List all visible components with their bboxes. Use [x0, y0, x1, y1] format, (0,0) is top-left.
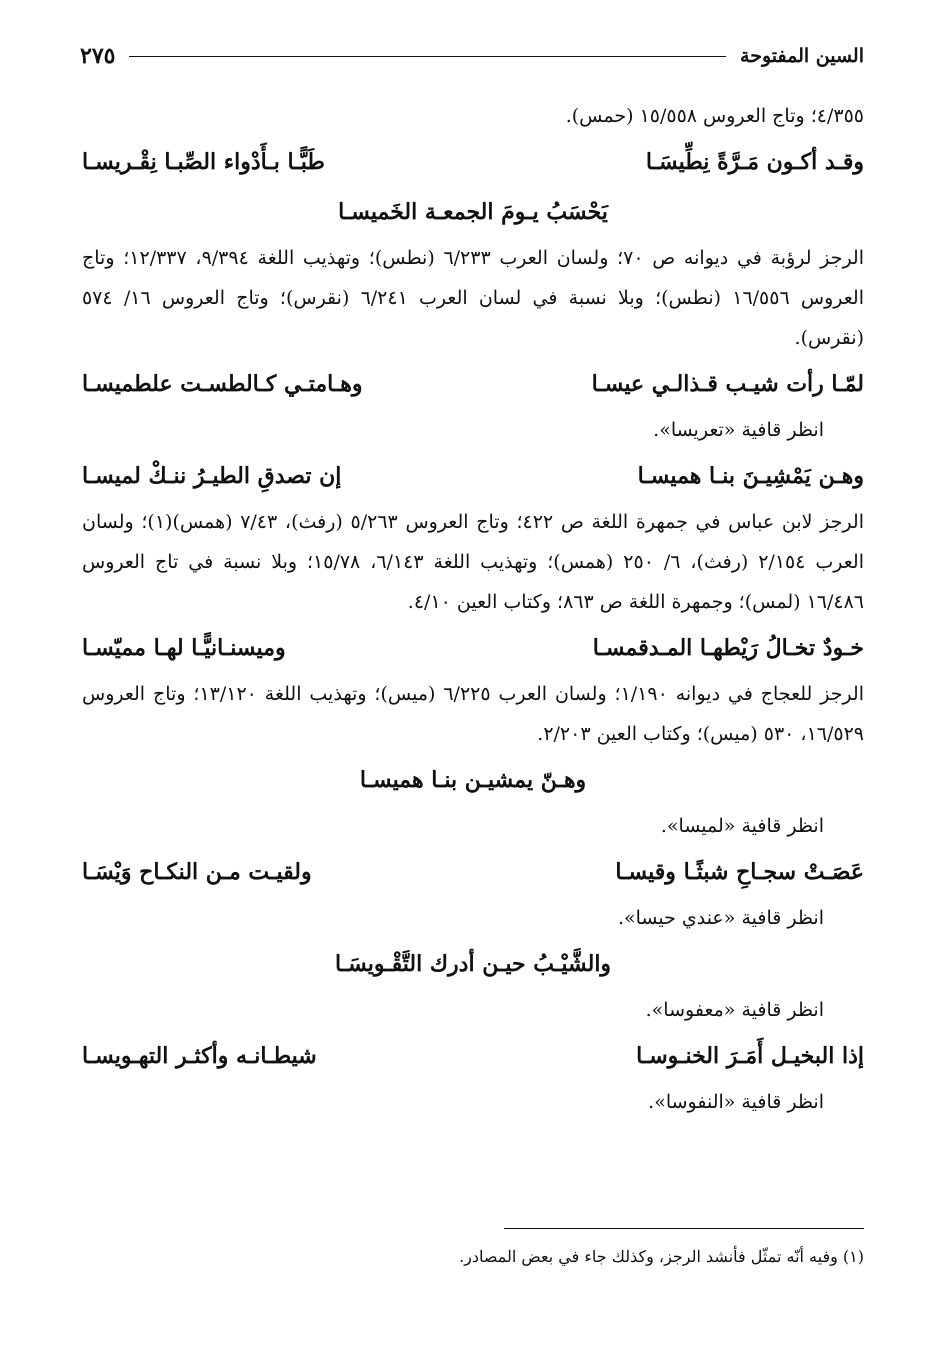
verse-second-hemistich: إن تصدقِ الطيـرُ ننـكْ لميسـا	[82, 463, 342, 489]
footnote-rule	[504, 1228, 864, 1229]
citation-paragraph: الرجز للعجاج في ديوانه ١/١٩٠؛ ولسان العرب ٦/٢٢٥ (ميس)؛ وتهذيب اللغة ١٣/١٢٠؛ وتاج العروس ١٦/٥٢٩، ٥٣٠ (ميس)؛ وكتاب العين ٢/٢٠٣.	[82, 683, 864, 745]
verse-line	[82, 1032, 864, 1080]
verse-line	[82, 848, 864, 896]
verse-first-hemistich: إذا البخيـل أَمَـرَ الخنـوسـا	[636, 1043, 864, 1069]
footnote: (١) وفيه أنّه تمثّل فأنشد الرجز، وكذلك جاء في بعض المصادر.	[459, 1247, 864, 1266]
verse-second-hemistich: ولقيـت مـن النكـاح وَيْسَـا	[82, 859, 312, 885]
verse-second-hemistich: وهـامتـي كـالطسـت علطميسـا	[82, 371, 363, 397]
page-header	[80, 36, 864, 76]
cross-reference: انظر قافية «لميسا».	[660, 815, 824, 837]
cross-reference: انظر قافية «النفوسا».	[648, 1091, 824, 1113]
verse-line	[82, 452, 864, 500]
verse-line-centered: وهـنّ يمشيـن بنـا هميسـا	[359, 767, 587, 793]
verse-first-hemistich: وهـن يَمْشِيـنَ بنـا هميسـا	[637, 463, 864, 489]
chapter-title: السين المفتوحة	[740, 45, 864, 67]
verse-line	[82, 624, 864, 672]
verse-first-hemistich: وقـد أكـون مَـرَّةً نِطِّيسَـا	[645, 149, 864, 175]
citation-paragraph: الرجز لابن عباس في جمهرة اللغة ص ٤٢٢؛ وتاج العروس ٥/٢٦٣ (رفث)، ٧/٤٣ (همس)(١)؛ ولسان العرب ٢/١٥٤ (رفث)، ٦/ ٢٥٠ (همس)؛ وتهذيب اللغة ٦/١٤٣، ١٥/٧٨؛ وبلا نسبة في تاج العروس ١٦/٤٨٦ (لمس)؛ وجمهرة اللغة ص ٨٦٣؛ وكتاب العين ٤/١٠.	[82, 511, 864, 613]
verse-second-hemistich: وميسنـانيًّـا لهـا مميّسـا	[82, 635, 286, 661]
verse-second-hemistich: شيطـانـه وأكثـر التهـويسـا	[82, 1043, 317, 1069]
continued-citation: ٤/٣٥٥؛ وتاج العروس ١٥/٥٥٨ (حمس).	[565, 105, 864, 127]
verse-second-hemistich: طَبًّـا بـأَدْواء الصِّبـا نِقْـريسـا	[82, 149, 325, 175]
citation-paragraph: الرجز لرؤبة في ديوانه ص ٧٠؛ ولسان العرب ٦/٢٣٣ (نطس)؛ وتهذيب اللغة ٩/٣٩٤، ١٢/٣٣٧؛ وتاج العروس ١٦/٥٥٦ (نطس)؛ وبلا نسبة في لسان العرب ٦/٢٤١ (نقرس)؛ وتاج العروس ١٦/ ٥٧٤ (نقرس).	[82, 247, 865, 349]
verse-line-centered: يَحْسَبُ يـومَ الجمعـة الخَميسـا	[338, 199, 608, 225]
verse-line	[82, 360, 864, 408]
cross-reference: انظر قافية «معفوسا».	[645, 999, 824, 1021]
verse-first-hemistich: لمّـا رأت شيـب قـذالـي عيسـا	[591, 371, 864, 397]
page-body	[82, 96, 864, 1122]
header-rule	[129, 56, 726, 57]
page-number: ٢٧٥	[80, 43, 116, 69]
cross-reference: انظر قافية «عندي حيسا».	[617, 907, 824, 929]
verse-first-hemistich: عَصَـتْ سجـاحِ شبثًـا وقيسـا	[615, 859, 864, 885]
verse-line	[82, 138, 864, 186]
footnotes	[82, 1228, 864, 1271]
verse-line-centered: والشَّيْـبُ حيـن أدرك التَّقْـويسَـا	[334, 951, 612, 977]
verse-first-hemistich: خـودٌ تخـالُ رَيْطهـا المـدقمسـا	[592, 635, 864, 661]
cross-reference: انظر قافية «تعريسا».	[653, 419, 824, 441]
